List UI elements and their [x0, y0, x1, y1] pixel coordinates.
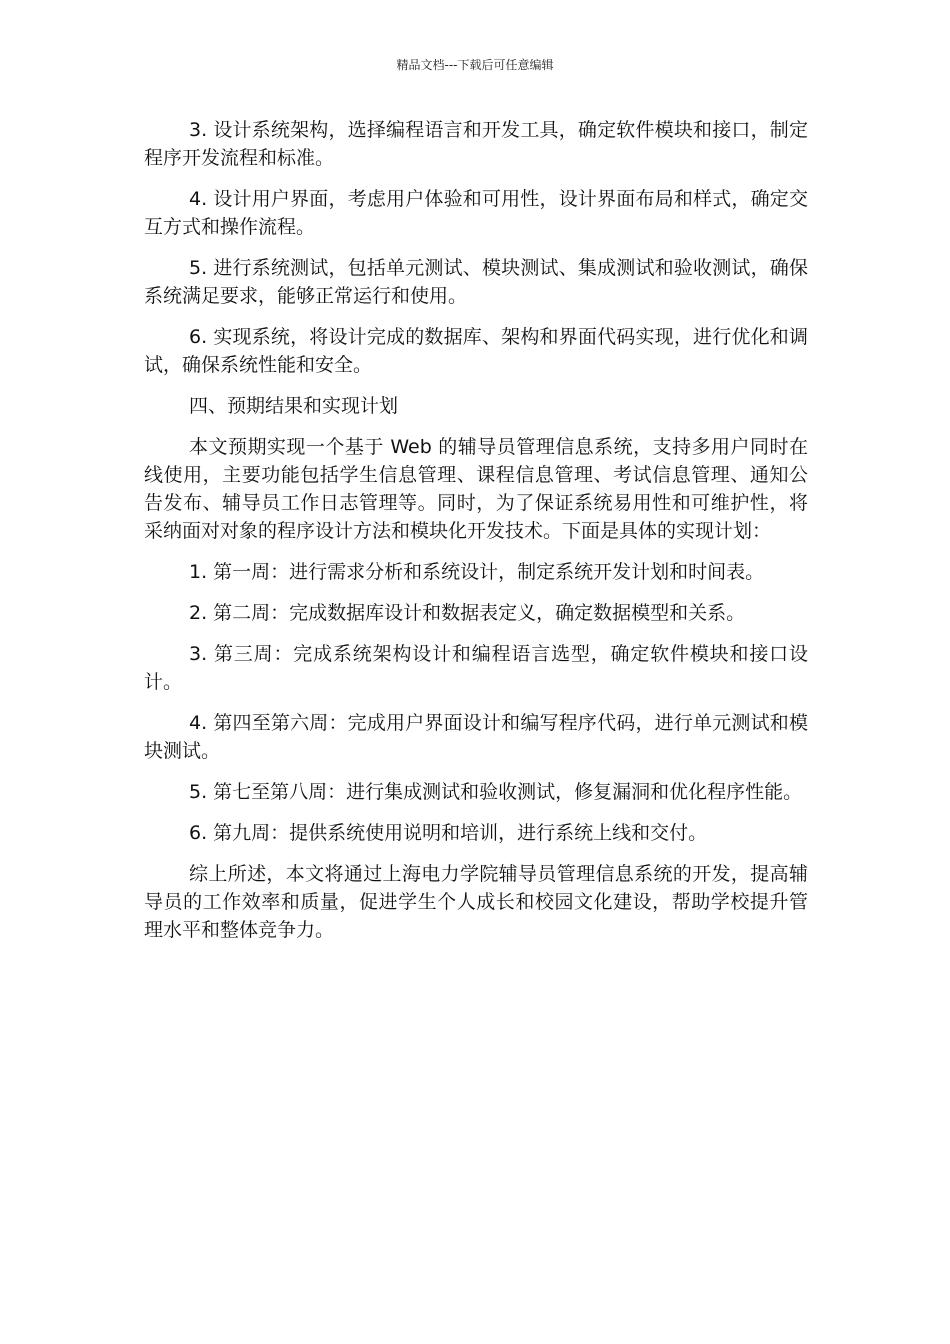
paragraph-conclusion: 综上所述，本文将通过上海电力学院辅导员管理信息系统的开发，提高辅导员的工作效率和质量，促进学生个人成长和校园文化建设，帮助学校提升管理水平和整体竞争力。 — [144, 863, 808, 941]
paragraph-step-3-architecture: 3. 设计系统架构，选择编程语言和开发工具，确定软件模块和接口，制定程序开发流程和标准。 — [144, 119, 808, 169]
section-heading-expected-results: 四、预期结果和实现计划 — [189, 395, 399, 417]
plan-item-week-7-8: 5. 第七至第八周：进行集成测试和验收测试，修复漏洞和优化程序性能。 — [189, 781, 803, 803]
plan-item-week-2: 2. 第二周：完成数据库设计和数据表定义，确定数据模型和关系。 — [189, 602, 746, 624]
plan-item-week-9: 6. 第九周：提供系统使用说明和培训，进行系统上线和交付。 — [189, 822, 708, 844]
paragraph-expected-results: 本文预期实现一个基于 Web 的辅导员管理信息系统，支持多用户同时在线使用，主要功能包括学生信息管理、课程信息管理、考试信息管理、通知公告发布、辅导员工作日志管理等。同时，为了保证系统易用性和可维护性，将采纳面对对象的程序设计方法和模块化开发技术。下面是具体的实现计划： — [144, 436, 808, 542]
paragraph-step-6-implementation: 6. 实现系统，将设计完成的数据库、架构和界面代码实现，进行优化和调试，确保系统性能和安全。 — [144, 326, 808, 376]
plan-item-week-3: 3. 第三周：完成系统架构设计和编程语言选型，确定软件模块和接口设计。 — [144, 643, 808, 693]
paragraph-step-4-ui-design: 4. 设计用户界面，考虑用户体验和可用性，设计界面布局和样式，确定交互方式和操作流程。 — [144, 188, 808, 238]
paragraph-step-5-testing: 5. 进行系统测试，包括单元测试、模块测试、集成测试和验收测试，确保系统满足要求，能够正常运行和使用。 — [144, 257, 808, 307]
page-header: 精品文档---下载后可任意编辑 — [396, 58, 554, 72]
plan-item-week-1: 1. 第一周：进行需求分析和系统设计，制定系统开发计划和时间表。 — [189, 561, 765, 583]
plan-item-week-4-6: 4. 第四至第六周：完成用户界面设计和编写程序代码，进行单元测试和模块测试。 — [144, 712, 808, 762]
document-body — [144, 116, 808, 957]
